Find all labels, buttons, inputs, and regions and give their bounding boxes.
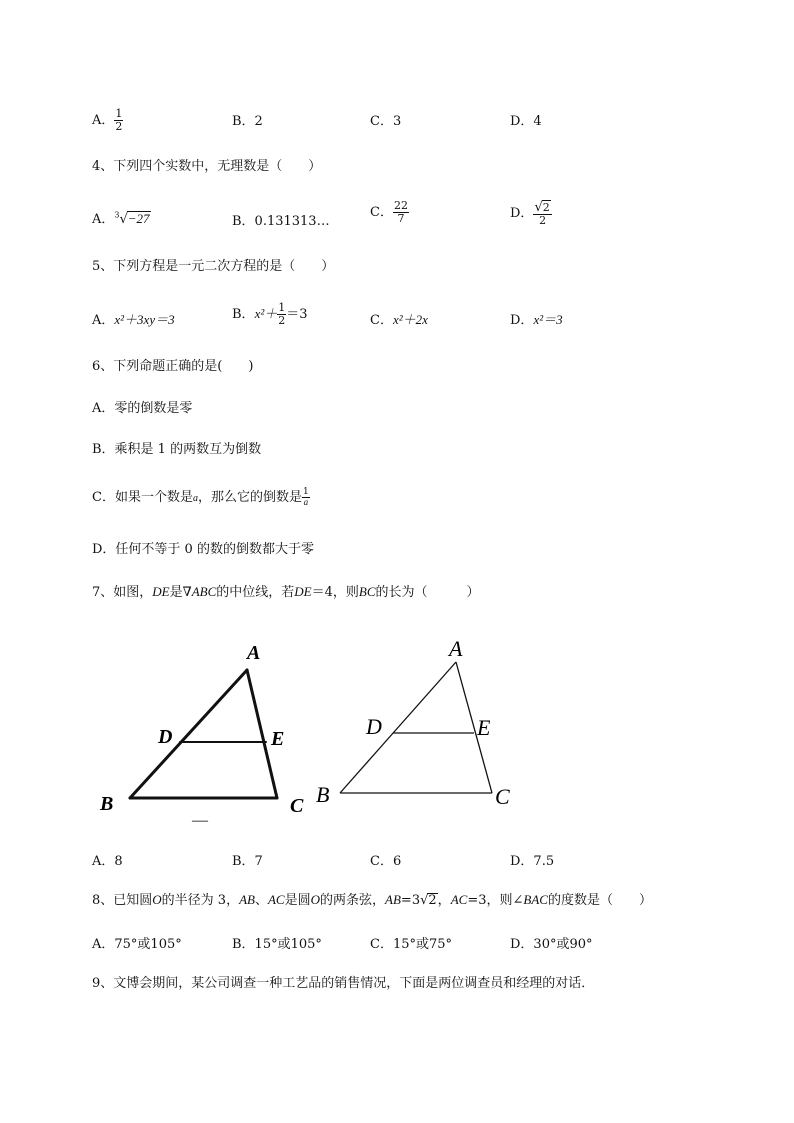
q5-option-d: D．x²＝3 — [510, 312, 563, 328]
q4-option-a: A．$^3$√−27 — [92, 210, 150, 227]
triangle-1 — [130, 670, 277, 798]
q5-option-a: A．x²＋3xy＝3 — [92, 312, 175, 328]
q6-option-a: A．零的倒数是零 — [92, 401, 193, 416]
q7-option-b: B．7 — [232, 854, 263, 869]
q5-option-b: B．x²＋ $\frac{1}{2}$ ＝3 — [232, 301, 308, 327]
q3-option-a: A． $\frac{1}{2}$ — [92, 107, 123, 133]
q7-stem: 7、如图，DE是∇ABC的中位线，若DE＝4，则BC的长为（ ） — [92, 584, 480, 600]
q3-option-d: D．4 — [510, 114, 542, 129]
figure-triangle-handdrawn — [95, 635, 325, 830]
q4-option-b: B．0.131313… — [232, 214, 330, 229]
label-mark: — — [192, 812, 208, 829]
q8-option-b: B．15°或105° — [232, 937, 322, 952]
q7-option-d: D．7.5 — [510, 854, 555, 869]
q6-option-b: B．乘积是 1 的两数互为倒数 — [92, 442, 262, 457]
q6-option-c: C．如果一个数是a，那么它的倒数是 $\frac{1}{a}$ — [92, 487, 309, 507]
label-b: B — [316, 782, 330, 807]
q8-option-d: D．30°或90° — [510, 937, 593, 952]
q9-stem: 9、文博会期间，某公司调查一种工艺品的销售情况，下面是两位调查员和经理的对话． — [92, 976, 595, 991]
label-e: E — [477, 715, 491, 740]
q8-option-c: C．15°或75° — [370, 937, 453, 952]
q8-stem: 8、已知圆O的半径为 3，AB、AC是圆O的两条弦，AB=3√2，AC=3，则∠BAC的度数是（ ） — [92, 892, 652, 908]
q7-option-c: C．6 — [370, 854, 402, 869]
label-a: A — [247, 642, 261, 664]
label-c: C — [495, 784, 510, 809]
q5-option-c: C．x²＋2x — [370, 312, 428, 328]
q3-option-c: C．3 — [370, 114, 402, 129]
q5-stem: 5、下列方程是一元二次方程的是（ ） — [92, 259, 335, 274]
fraction: $\frac{1}{2}$ — [115, 107, 123, 133]
q8-option-a: A．75°或105° — [92, 937, 182, 952]
label-a: A — [449, 636, 463, 661]
label-d: D — [366, 714, 382, 739]
label-e: E — [271, 728, 285, 750]
label-d: D — [158, 726, 173, 748]
q4-option-c: C． $\frac{22}{7}$ — [370, 199, 408, 225]
q3-option-b: B．2 — [232, 114, 263, 129]
label-c: C — [290, 795, 304, 817]
q7-option-a: A．8 — [92, 854, 123, 869]
triangle-2 — [340, 662, 492, 793]
q6-option-d: D．任何不等于 0 的数的倒数都大于零 — [92, 542, 314, 557]
q4-option-d: D． $\frac{√2}{2}$ — [510, 200, 550, 227]
figure-triangle-clean — [312, 630, 532, 820]
q6-stem: 6、下列命题正确的是( ) — [92, 359, 254, 374]
q4-stem: 4、下列四个实数中，无理数是（ ） — [92, 159, 322, 174]
label-b: B — [100, 793, 114, 815]
